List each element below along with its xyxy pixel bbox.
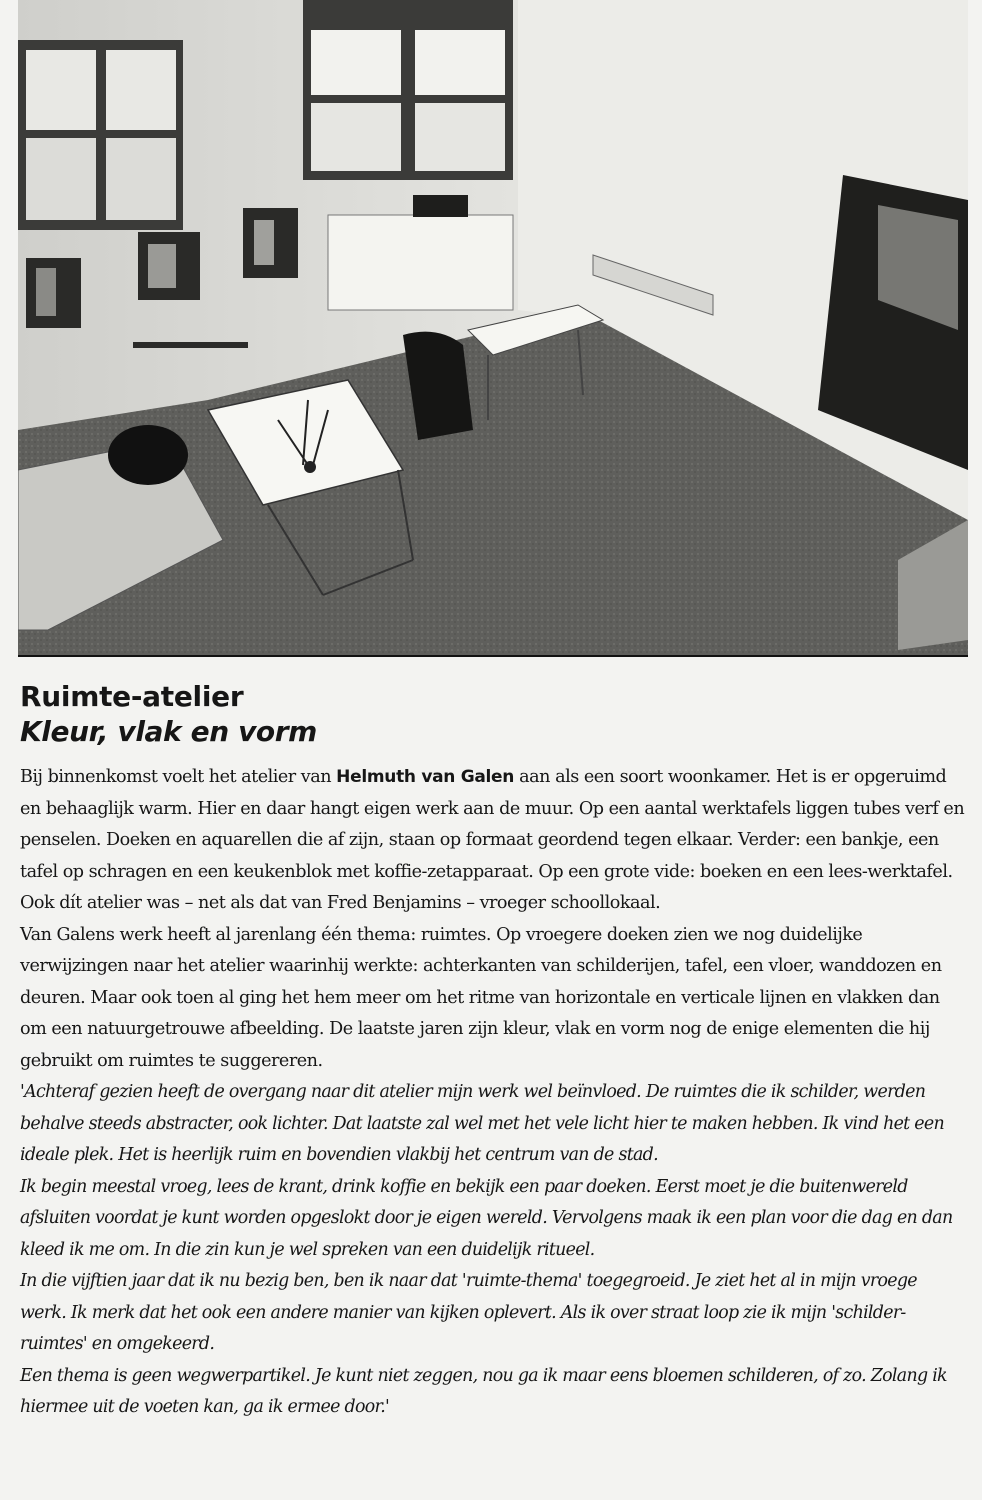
quote-paragraph-3: In die vijftien jaar dat ik nu bezig ben, ben ik naar dat 'ruimte-thema' toegegroeid. Je ziet het al in mijn vroege werk. Ik merk dat het ook een andere manier van kijken oplevert. Als ik over straat loop zie ik mijn 'schilder-ruimtes' en omgekeerd. (20, 1271, 917, 1354)
studio-photo (18, 0, 968, 657)
paragraph-intro-start: Bij binnenkomst voelt het atelier van (20, 767, 337, 787)
article-body (20, 762, 965, 1424)
paragraph-work: Van Galens werk heeft al jarenlang één thema: ruimtes. Op vroegere doeken zien we nog duidelijke verwijzingen naar het atelier waarinhij werkte: achterkanten van schilderijen, tafel, een vloer, wanddozen en deuren. Maar ook toen al ging het hem meer om het ritme van horizontale en verticale lijnen en vlakken dan om een natuurgetrouwe afbeelding. De laatste jaren zijn kleur, vlak en vorm nog de enige elementen die hij gebruikt om ruimtes te suggereren. (20, 924, 942, 1071)
studio-photo-icon (18, 0, 968, 655)
paragraph-intro-rest: aan als een soort woonkamer. Het is er opgeruimd en behaaglijk warm. Hier en daar hangt eigen werk aan de muur. Op een aantal werktafels liggen tubes verf en penselen. Doeken en aquarellen die af zijn, staan op formaat geordend tegen elkaar. Verder: een bankje, een tafel op schragen en een keukenblok met koffie-zetapparaat. Op een grote vide: boeken en een lees-werktafel. Ook dít atelier was – net als dat van Fred Benjamins – vroeger schoollokaal. (20, 767, 965, 913)
paragraph-intro (20, 762, 965, 920)
quote-paragraph-2: Ik begin meestal vroeg, lees de krant, drink koffie en bekijk een paar doeken. Eerst moet je die buitenwereld afsluiten voordat je kunt worden opgeslokt door je eigen wereld. Vervolgens maak ik een plan voor die dag en dan kleed ik me om. In die zin kun je wel spreken van een duidelijk ritueel. (20, 1176, 953, 1260)
article-subtitle: Kleur, vlak en vorm (20, 715, 317, 748)
article (20, 680, 965, 1424)
artist-name: Helmuth van Galen (336, 767, 515, 787)
article-title: Ruimte-atelier (20, 680, 244, 713)
quote-paragraph-1: 'Achteraf gezien heeft de overgang naar dit atelier mijn werk wel beïnvloed. De ruimtes die ik schilder, werden behalve steeds abstracter, ook lichter. Dat laatste zal wel met het vele licht hier te maken hebben. Ik vind het een ideale plek. Het is heerlijk ruim en bovendien vlakbij het centrum van de stad. (20, 1082, 944, 1165)
quote-paragraph-4: Een thema is geen wegwerpartikel. Je kunt niet zeggen, nou ga ik maar eens bloemen schilderen, of zo. Zolang ik hiermee uit de voeten kan, ga ik ermee door.' (20, 1365, 947, 1417)
